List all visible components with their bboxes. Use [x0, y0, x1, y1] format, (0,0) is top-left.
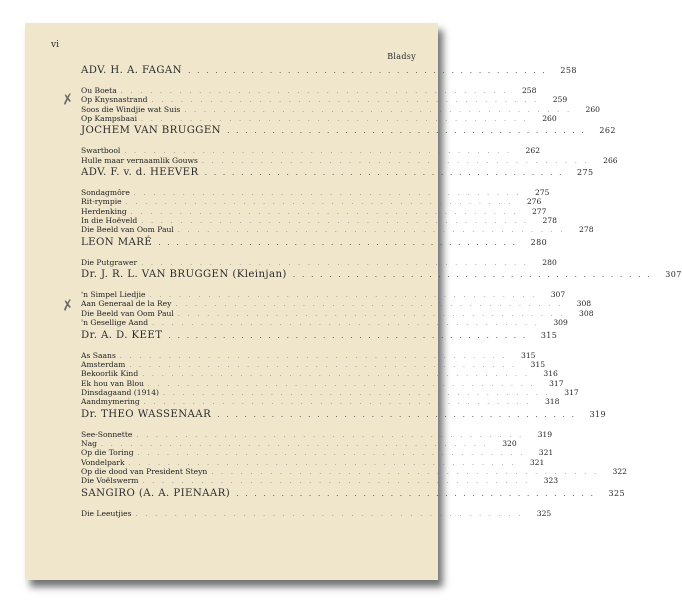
- poem-page-number: 280: [542, 257, 557, 267]
- dot-leader: . . . . . . . . . . . . . . . . . . . . . . . . . . . . . . . . . . . . . . . .: [217, 409, 577, 419]
- dot-leader: . . . . . . . . . . . . . . . . . . . . . . . . . . . . . . . . . . . . . . . .: [175, 301, 564, 309]
- poem-title: Die Leeutjies: [81, 508, 132, 518]
- poem-title: Op Knysnastrand: [81, 95, 148, 105]
- poem-page-number: 323: [543, 476, 559, 486]
- poem-title: Hulle maar vernaamlik Gouws: [81, 155, 198, 165]
- poem-page-number: 260: [585, 104, 600, 114]
- dot-leader: . . . . . . . . . . . . . . . . . . . . . . . . . . . . . . . . . . . . . . . .: [125, 199, 514, 207]
- poem-title: Swartbool: [81, 146, 121, 156]
- poem-entry: [81, 216, 557, 226]
- poem-entry: [81, 457, 545, 467]
- poem-title: Rit-rympie: [81, 197, 122, 207]
- dot-leader: . . . . . . . . . . . . . . . . . . . . . . . . . . . . . . . . . . . . . . . .: [141, 116, 529, 124]
- poem-title: Ou Boeta: [81, 86, 117, 95]
- dot-leader: . . . . . . . . . . . . . . . . . . . . . . . . . . . . . . . . . . . . . . . .: [142, 371, 530, 379]
- dot-leader: . . . . . . . . . . . . . . . . . . . . . . . . . . . . . . . . . . . . . . . .: [142, 478, 531, 486]
- poem-title: See-Sonnette: [81, 429, 133, 439]
- poem-title: Bekoorlik Kind: [81, 369, 139, 379]
- author-page-number: 262: [599, 126, 616, 136]
- poem-page-number: 316: [543, 369, 558, 379]
- table-of-contents: [81, 63, 682, 518]
- dot-leader: . . . . . . . . . . . . . . . . . . . . . . . . . . . . . . . . . . . . . . . .: [120, 88, 509, 95]
- poem-title: Dinsdagaand (1914): [81, 387, 160, 397]
- author-page-number: 319: [589, 409, 607, 419]
- dot-leader: . . . . . . . . . . . . . . . . . . . . . . . . . . . . . . . . . . . . . . . .: [141, 259, 529, 267]
- poem-entry: [81, 397, 560, 407]
- poem-page-number: 319: [537, 429, 553, 439]
- poem-entry: [81, 466, 627, 476]
- dot-leader: . . . . . . . . . . . . . . . . . . . . . . . . . . . . . . . . . . . . . . . .: [130, 208, 519, 216]
- dot-leader: . . . . . . . . . . . . . . . . . . . . . . . . . . . . . . . . . . . . . . . .: [187, 66, 547, 75]
- poem-title: Sondagmôre: [81, 188, 130, 198]
- poem-entry: [81, 225, 594, 235]
- author-page-number: 280: [530, 237, 548, 247]
- poem-title: Ek hou van Blou: [81, 378, 144, 388]
- poem-entry: [81, 114, 557, 124]
- poem-entry: [81, 308, 594, 318]
- dot-leader: . . . . . . . . . . . . . . . . . . . . . . . . . . . . . . . . . . . . . . . .: [201, 157, 590, 165]
- dot-leader: . . . . . . . . . . . . . . . . . . . . . . . . . . . . . . . . . . . . . . . .: [168, 330, 528, 340]
- poem-entry: [81, 146, 541, 156]
- author-name: ADV. F. v. d. HEEVER: [81, 167, 199, 179]
- author-heading: [81, 329, 558, 346]
- poem-entry: [81, 438, 517, 448]
- poem-entry: [81, 206, 547, 216]
- author-name: Dr. A. D. KEET: [81, 329, 163, 341]
- dot-leader: . . . . . . . . . . . . . . . . . . . . . . . . . . . . . . . . . . . . . . . .: [184, 106, 572, 114]
- author-page-number: 307: [665, 270, 682, 280]
- poem-page-number: 325: [536, 508, 552, 518]
- poem-page-number: 309: [553, 318, 568, 328]
- poem-page-number: 321: [529, 457, 545, 467]
- page-column-header: Bladsy: [387, 52, 416, 61]
- author-heading: [81, 125, 616, 141]
- poem-page-number: 259: [552, 95, 568, 105]
- dot-leader: . . . . . . . . . . . . . . . . . . . . . . . . . . . . . . . . . . . . . . . .: [226, 126, 586, 136]
- author-page-number: 258: [560, 66, 577, 75]
- poem-title: Nag: [81, 438, 98, 448]
- poem-entry: [81, 86, 537, 95]
- dot-leader: . . . . . . . . . . . . . . . . . . . . . . . . . . . . . . . . . . . . . . . .: [152, 320, 540, 328]
- poem-page-number: 322: [612, 466, 627, 476]
- poem-title: In die Hoëveld: [81, 216, 138, 226]
- dot-leader: . . . . . . . . . . . . . . . . . . . . . . . . . . . . . . . . . . . . . . . .: [177, 310, 566, 318]
- author-heading: [81, 167, 594, 183]
- author-name: ADV. H. A. FAGAN: [81, 65, 182, 76]
- poem-page-number: 307: [550, 290, 566, 300]
- poem-page-number: 278: [542, 216, 557, 226]
- author-heading: [81, 487, 626, 504]
- poem-entry: [81, 378, 564, 388]
- dot-leader: . . . . . . . . . . . . . . . . . . . . . . . . . . . . . . . . . . . . . . . .: [151, 97, 540, 105]
- poem-page-number: 308: [579, 308, 594, 318]
- author-heading: [81, 408, 607, 425]
- dot-leader: . . . . . . . . . . . . . . . . . . . . . . . . . . . . . . . . . . . . . . . .: [124, 148, 513, 156]
- dot-leader: . . . . . . . . . . . . . . . . . . . . . . . . . . . . . . . . . . . . . . . .: [292, 270, 652, 280]
- poem-entry: [81, 476, 559, 486]
- poem-page-number: 275: [534, 188, 550, 198]
- poem-title: Herdenking: [81, 206, 127, 216]
- dot-leader: . . . . . . . . . . . . . . . . . . . . . . . . . . . . . . . . . . . . . . . .: [137, 450, 526, 458]
- poem-page-number: 276: [526, 197, 542, 207]
- poem-page-number: 318: [544, 397, 560, 407]
- dot-leader: . . . . . . . . . . . . . . . . . . . . . . . . . . . . . . . . . . . . . . . .: [149, 292, 538, 300]
- dot-leader: . . . . . . . . . . . . . . . . . . . . . . . . . . . . . . . . . . . . . . . .: [211, 468, 599, 476]
- poem-title: 'n Gesellige Aand: [81, 318, 149, 328]
- dot-leader: . . . . . . . . . . . . . . . . . . . . . . . . . . . . . . . . . . . . . . . .: [129, 361, 518, 369]
- dot-leader: . . . . . . . . . . . . . . . . . . . . . . . . . . . . . . . . . . . . . . . .: [158, 237, 518, 247]
- author-name: LEON MARÉ: [81, 236, 153, 248]
- poem-entry: [81, 350, 536, 360]
- dot-leader: . . . . . . . . . . . . . . . . . . . . . . . . . . . . . . . . . . . . . . . .: [135, 510, 524, 518]
- dot-leader: . . . . . . . . . . . . . . . . . . . . . . . . . . . . . . . . . . . . . . . .: [163, 389, 551, 397]
- dot-leader: . . . . . . . . . . . . . . . . . . . . . . . . . . . . . . . . . . . . . . . .: [147, 380, 536, 388]
- author-heading: [81, 269, 682, 285]
- pencil-check-mark-icon: ✗: [60, 297, 76, 315]
- poem-entry: [81, 429, 553, 439]
- poem-page-number: 278: [579, 225, 594, 235]
- poem-entry: [81, 188, 550, 198]
- author-heading: [81, 236, 548, 253]
- author-page-number: 315: [540, 330, 558, 340]
- poem-page-number: 260: [542, 114, 557, 124]
- dot-leader: . . . . . . . . . . . . . . . . . . . . . . . . . . . . . . . . . . . . . . . .: [236, 488, 596, 498]
- poem-entry: [81, 369, 558, 379]
- poem-entry: [81, 95, 568, 105]
- dot-leader: . . . . . . . . . . . . . . . . . . . . . . . . . . . . . . . . . . . . . . . .: [119, 352, 508, 360]
- dot-leader: . . . . . . . . . . . . . . . . . . . . . . . . . . . . . . . . . . . . . . . .: [177, 227, 566, 235]
- dot-leader: . . . . . . . . . . . . . . . . . . . . . . . . . . . . . . . . . . . . . . . .: [136, 431, 525, 439]
- poem-title: Op die Toring: [81, 448, 134, 458]
- poem-entry: [81, 299, 592, 309]
- poem-page-number: 315: [521, 350, 536, 360]
- poem-entry: [81, 197, 542, 207]
- poem-title: As Saans: [81, 350, 116, 360]
- poem-page-number: 262: [525, 146, 541, 156]
- poem-title: Soos die Windjie wat Suis: [81, 104, 181, 114]
- dot-leader: . . . . . . . . . . . . . . . . . . . . . . . . . . . . . . . . . . . . . . . .: [133, 190, 522, 198]
- author-page-number: 275: [577, 168, 594, 178]
- poem-entry: [81, 318, 568, 328]
- author-heading: [81, 65, 577, 81]
- poem-page-number: 315: [530, 359, 546, 369]
- pencil-check-mark-icon: ✗: [60, 91, 76, 109]
- dot-leader: . . . . . . . . . . . . . . . . . . . . . . . . . . . . . . . . . . . . . . . .: [128, 459, 517, 467]
- poem-title: 'n Simpel Liedjie: [81, 290, 146, 300]
- dot-leader: . . . . . . . . . . . . . . . . . . . . . . . . . . . . . . . . . . . . . . . .: [101, 440, 489, 448]
- author-name: JOCHEM VAN BRUGGEN: [81, 125, 221, 137]
- dot-leader: . . . . . . . . . . . . . . . . . . . . . . . . . . . . . . . . . . . . . . . .: [141, 218, 529, 226]
- poem-page-number: 277: [531, 206, 547, 216]
- author-page-number: 325: [608, 488, 626, 498]
- poem-title: Die Beeld van Oom Paul: [81, 308, 174, 318]
- author-name: Dr. THEO WASSENAAR: [81, 408, 212, 420]
- poem-page-number: 317: [564, 387, 579, 397]
- poem-entry: [81, 104, 600, 114]
- poem-page-number: 258: [521, 86, 537, 95]
- poem-entry: [81, 387, 579, 397]
- poem-entry: [81, 508, 552, 518]
- poem-page-number: 321: [538, 448, 554, 458]
- poem-title: Op die dood van President Steyn: [81, 466, 208, 476]
- poem-title: Die Voëlswerm: [81, 476, 139, 486]
- poem-title: Amsterdam: [81, 359, 126, 369]
- poem-title: Aandmymering: [81, 397, 140, 407]
- poem-entry: [81, 257, 557, 267]
- poem-title: Die Beeld van Oom Paul: [81, 225, 174, 235]
- author-name: SANGIRO (A. A. PIENAAR): [81, 487, 231, 499]
- poem-page-number: 308: [576, 299, 592, 309]
- page-number: vi: [51, 40, 59, 50]
- poem-title: Die Putgrawer: [81, 257, 138, 267]
- poem-title: Vondelpark: [81, 457, 125, 467]
- poem-page-number: 320: [502, 438, 517, 448]
- poem-entry: [81, 359, 546, 369]
- poem-title: Aan Generaal de la Rey: [81, 299, 172, 309]
- poem-title: Op Kampsbaai: [81, 114, 138, 124]
- author-name: Dr. J. R. L. VAN BRUGGEN (Kleinjan): [81, 269, 287, 281]
- poem-entry: [81, 155, 618, 165]
- poem-entry: [81, 448, 554, 458]
- poem-entry: [81, 290, 566, 300]
- dot-leader: . . . . . . . . . . . . . . . . . . . . . . . . . . . . . . . . . . . . . . . .: [204, 168, 564, 178]
- dot-leader: . . . . . . . . . . . . . . . . . . . . . . . . . . . . . . . . . . . . . . . .: [143, 399, 532, 407]
- poem-page-number: 317: [549, 378, 564, 388]
- poem-page-number: 266: [603, 155, 618, 165]
